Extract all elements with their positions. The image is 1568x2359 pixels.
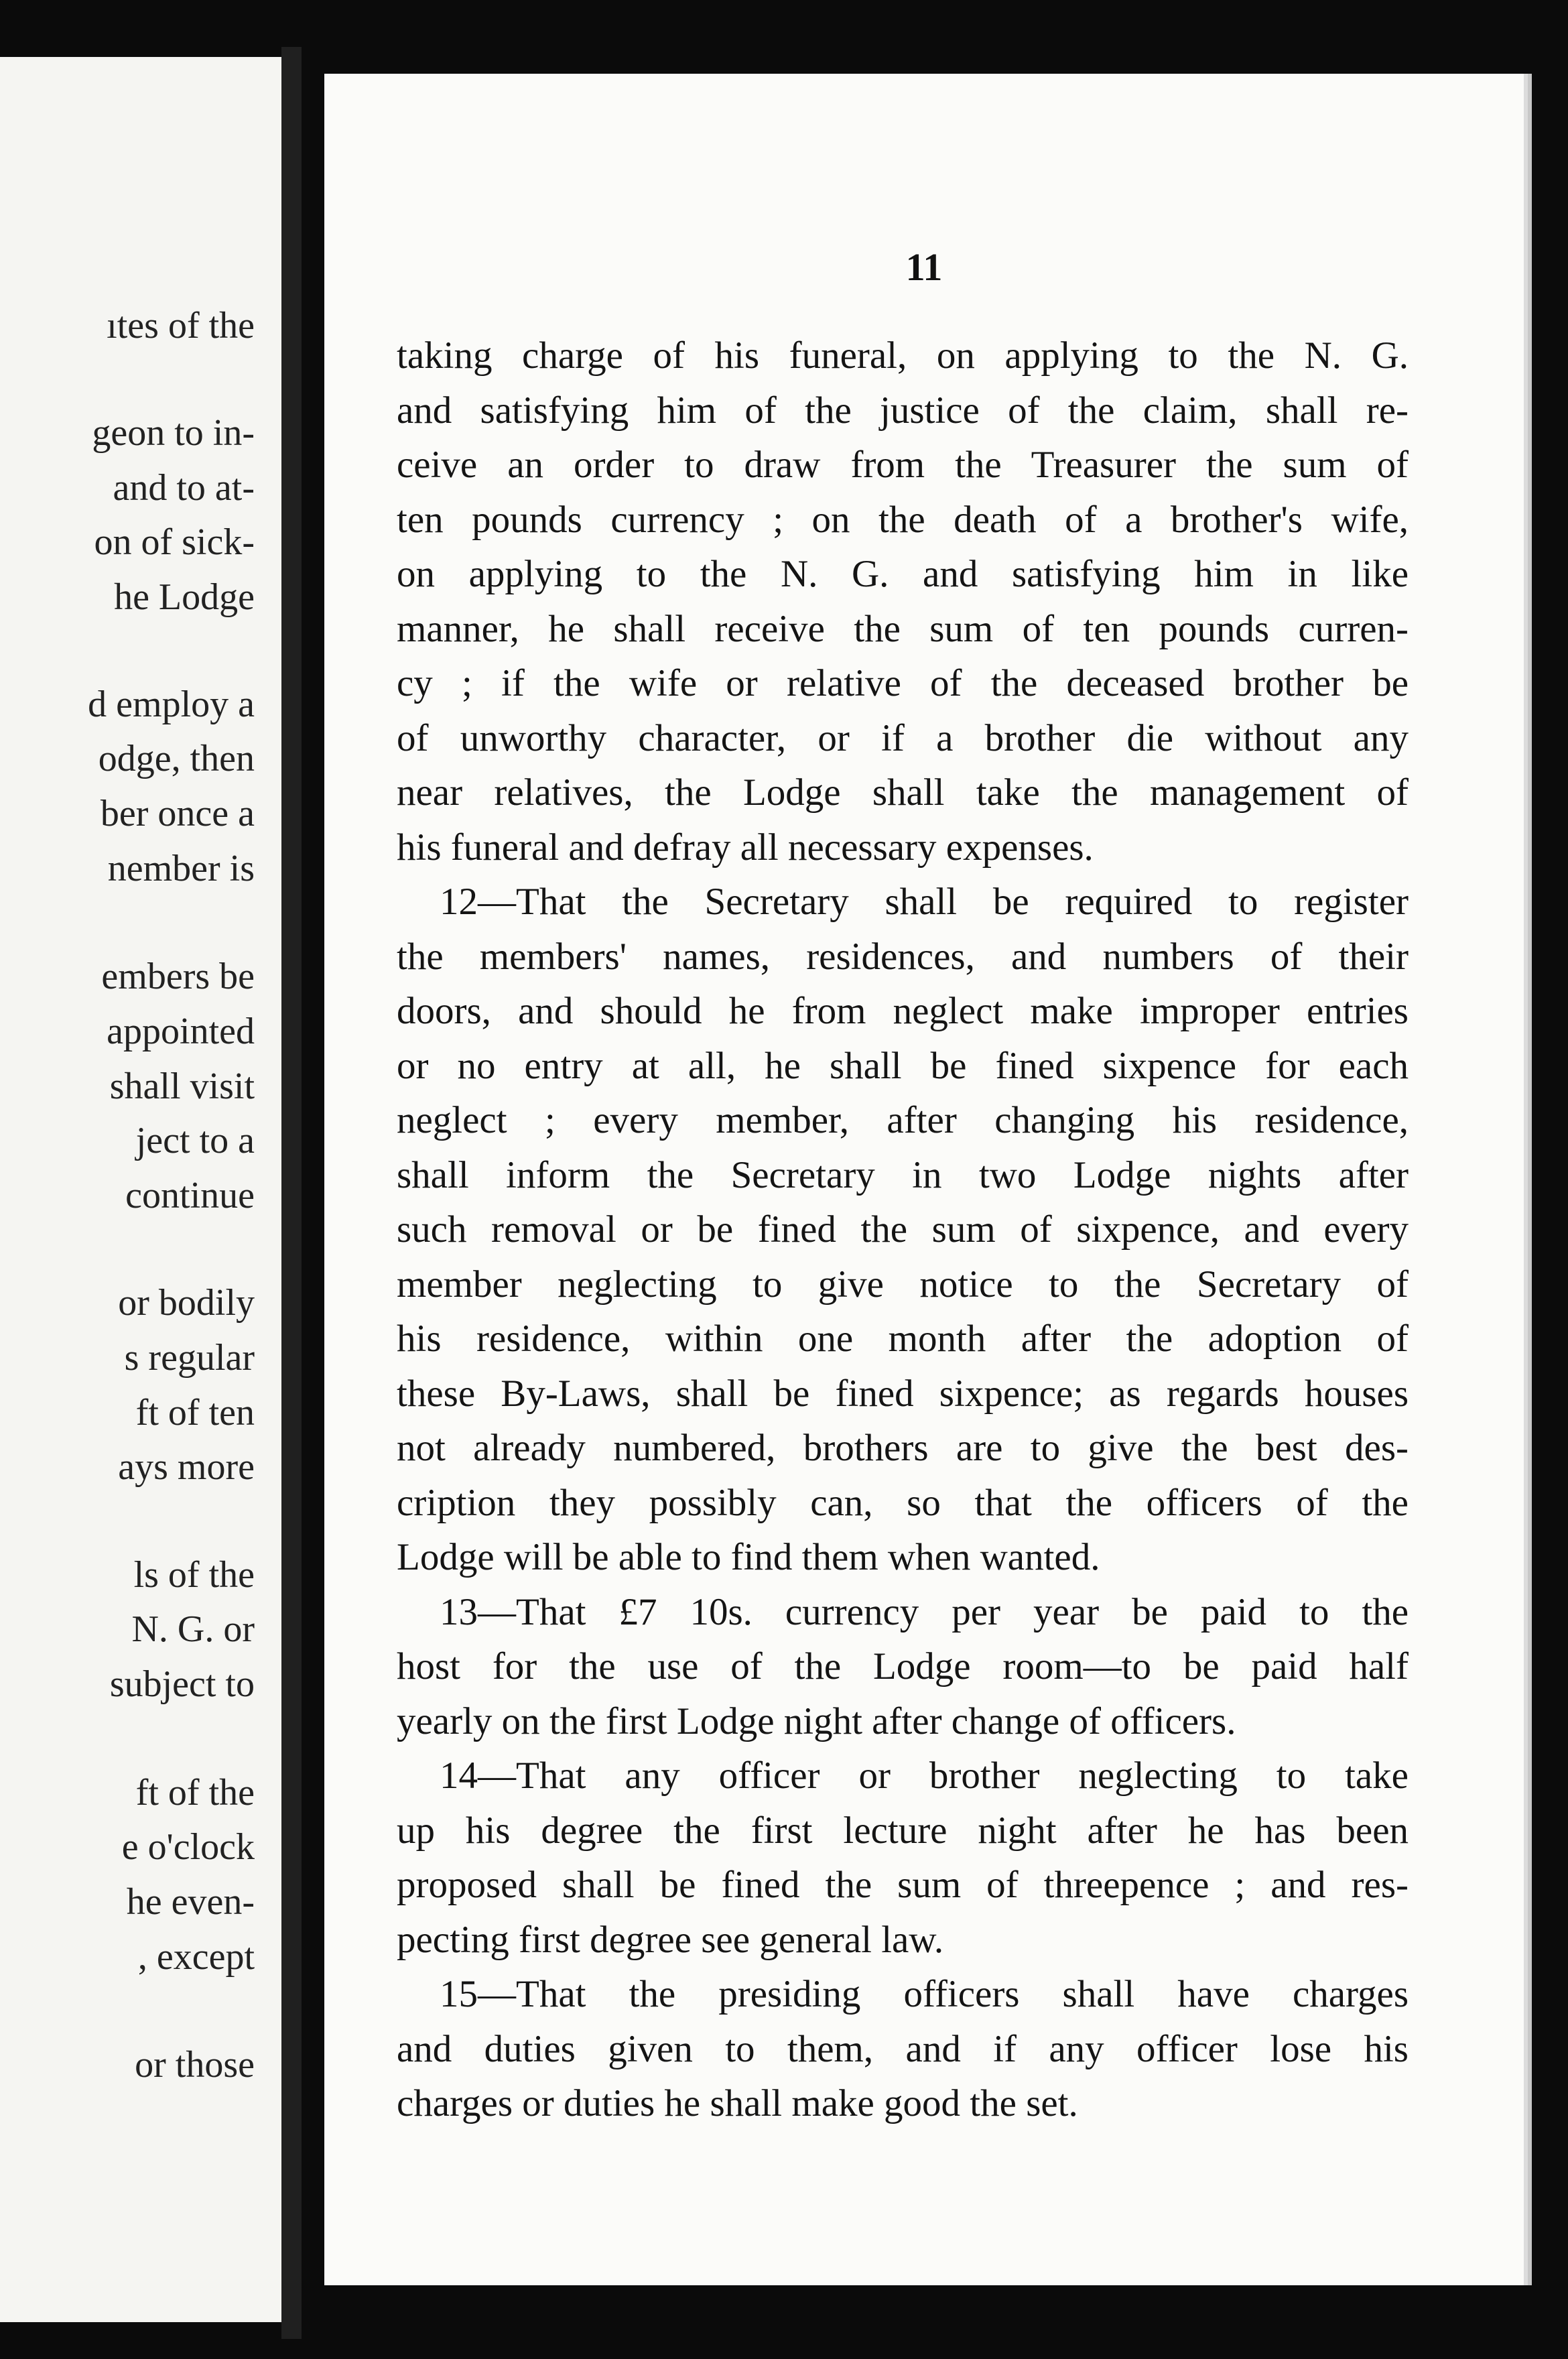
left-page-line: s regular bbox=[124, 1337, 255, 1379]
left-page-line: continue bbox=[125, 1175, 255, 1216]
text-line: on applying to the N. G. and satisfying him in like bbox=[397, 553, 1409, 595]
text-line: pecting first degree see general law. bbox=[397, 1918, 944, 1961]
left-page-line: geon to in- bbox=[92, 412, 255, 454]
text-line: his funeral and defray all necessary expenses. bbox=[397, 826, 1094, 869]
page-number: 11 bbox=[905, 245, 943, 289]
left-page-line: he even- bbox=[126, 1881, 255, 1923]
text-line: proposed shall be fined the sum of threepence ; and res- bbox=[397, 1864, 1409, 1906]
left-page-line: or bodily bbox=[118, 1282, 255, 1324]
text-line: host for the use of the Lodge room—to be paid half bbox=[397, 1645, 1409, 1687]
text-line: and satisfying him of the justice of the claim, shall re- bbox=[397, 389, 1409, 432]
text-line: these By-Laws, shall be fined sixpence; as regards houses bbox=[397, 1372, 1409, 1415]
text-line: manner, he shall receive the sum of ten pounds curren- bbox=[397, 607, 1409, 650]
left-page-line: and to at- bbox=[113, 467, 255, 509]
text-line: 13—That £7 10s. currency per year be paid to the bbox=[440, 1590, 1409, 1633]
left-page-line: on of sick- bbox=[94, 521, 255, 563]
left-page-line: odge, then bbox=[98, 738, 255, 779]
text-line: 12—That the Secretary shall be required to register bbox=[440, 881, 1409, 923]
left-page-line: ays more bbox=[118, 1446, 255, 1488]
text-line: 15—That the presiding officers shall have charges bbox=[440, 1973, 1409, 2015]
text-line: doors, and should he from neglect make improper entries bbox=[397, 990, 1409, 1032]
text-line: charges or duties he shall make good the set. bbox=[397, 2082, 1078, 2124]
left-page-line: ls of the bbox=[133, 1554, 255, 1596]
text-line: the members' names, residences, and numbers of their bbox=[397, 935, 1409, 978]
body-text bbox=[397, 328, 1409, 2131]
text-line: taking charge of his funeral, on applying to the N. G. bbox=[397, 334, 1409, 377]
left-page-line: shall visit bbox=[109, 1066, 255, 1107]
text-line: cy ; if the wife or relative of the deceased brother be bbox=[397, 662, 1409, 704]
text-line: such removal or be fined the sum of sixpence, and every bbox=[397, 1208, 1409, 1251]
left-page-line: nember is bbox=[107, 848, 255, 889]
text-line: ten pounds currency ; on the death of a brother's wife, bbox=[397, 498, 1409, 541]
text-line: cription they possibly can, so that the officers of the bbox=[397, 1481, 1409, 1524]
text-line: ceive an order to draw from the Treasurer the sum of bbox=[397, 444, 1409, 486]
left-page-line: ber once a bbox=[100, 793, 255, 834]
left-page-line: ft of the bbox=[135, 1772, 255, 1813]
left-page-line: appointed bbox=[107, 1011, 255, 1052]
text-line: yearly on the first Lodge night after change of officers. bbox=[397, 1700, 1236, 1742]
left-page-line: embers be bbox=[101, 956, 255, 997]
right-page bbox=[324, 74, 1524, 2285]
text-line: and duties given to them, and if any officer lose his bbox=[397, 2027, 1409, 2070]
left-page-line: ject to a bbox=[135, 1120, 255, 1161]
text-line: 14—That any officer or brother neglecting to take bbox=[440, 1755, 1409, 1797]
text-line: up his degree the first lecture night after he has been bbox=[397, 1809, 1409, 1852]
left-page-line: d employ a bbox=[88, 684, 255, 725]
left-page-line: ft of ten bbox=[135, 1392, 255, 1433]
left-page-line: ıtes of the bbox=[107, 305, 255, 346]
left-page-line: N. G. or bbox=[131, 1608, 255, 1650]
text-line: or no entry at all, he shall be fined sixpence for each bbox=[397, 1044, 1409, 1087]
text-line: neglect ; every member, after changing his residence, bbox=[397, 1099, 1409, 1141]
left-page-line: subject to bbox=[109, 1663, 255, 1705]
text-line: shall inform the Secretary in two Lodge nights after bbox=[397, 1153, 1409, 1196]
left-page-line: , except bbox=[137, 1936, 255, 1978]
text-line: near relatives, the Lodge shall take the management of bbox=[397, 771, 1409, 814]
text-line: of unworthy character, or if a brother die without any bbox=[397, 716, 1409, 759]
text-line: Lodge will be able to find them when wanted. bbox=[397, 1536, 1100, 1578]
text-line: not already numbered, brothers are to give the best des- bbox=[397, 1427, 1409, 1469]
text-line: his residence, within one month after the adoption of bbox=[397, 1318, 1409, 1360]
text-line: member neglecting to give notice to the Secretary of bbox=[397, 1263, 1409, 1305]
book-gutter bbox=[281, 47, 302, 2339]
left-page-line: he Lodge bbox=[114, 576, 255, 618]
left-page-line: e o'clock bbox=[121, 1826, 255, 1868]
left-page bbox=[0, 57, 281, 2322]
left-page-line: or those bbox=[135, 2044, 255, 2086]
